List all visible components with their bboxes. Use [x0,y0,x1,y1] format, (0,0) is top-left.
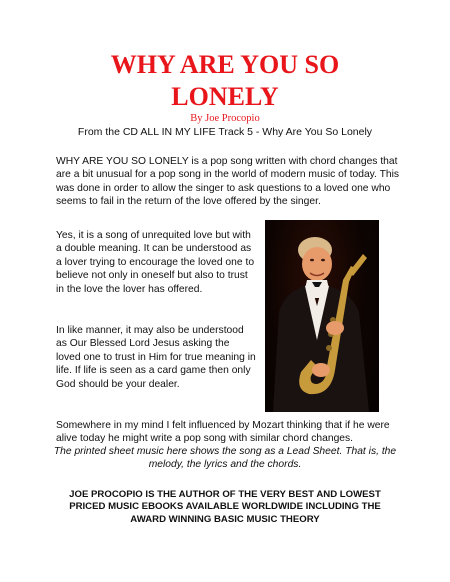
saxophonist-photo [265,220,379,412]
title-line-2: LONELY [171,82,279,111]
source-line: From the CD ALL IN MY LIFE Track 5 - Why Are You So Lonely [77,126,373,138]
saxophonist-illustration [265,220,379,412]
title-line-1: WHY ARE YOU SO [110,50,340,79]
author-byline: By Joe Procopio [190,113,260,124]
author-promo-footer: JOE PROCOPIO IS THE AUTHOR OF THE VERY BEST AND LOWEST PRICED MUSIC EBOOKS AVAILABLE WORLDWIDE INCLUDING THE AWARD WINNING BASIC MUSIC THEORY [69,489,381,525]
faith-paragraph: In like manner, it may also be understood as Our Blessed Lord Jesus asking the loved one to trust in Him for true meaning in life. If life is seen as a card game then only God should be your dealer. [56,325,256,390]
lead-sheet-note: The printed sheet music here shows the song as a Lead Sheet. That is, the melody, the lyrics and the chords. [53,446,397,471]
intro-paragraph: WHY ARE YOU SO LONELY is a pop song written with chord changes that are a bit unusual for a pop song in the world of modern music of today. This was done in order to allow the singer to ask questions to a loved one who seems to fail in the return of the love offered by the singer. [56,156,400,208]
meaning-paragraph: Yes, it is a song of unrequited love but with a double meaning. It can be understood as a lover trying to encourage the loved one to believe not only in oneself but also to trust in the love the lover has offered. [56,230,255,295]
mozart-paragraph: Somewhere in my mind I felt influenced by Mozart thinking that if he were alive today he might write a pop song with similar chord changes. [56,420,390,445]
